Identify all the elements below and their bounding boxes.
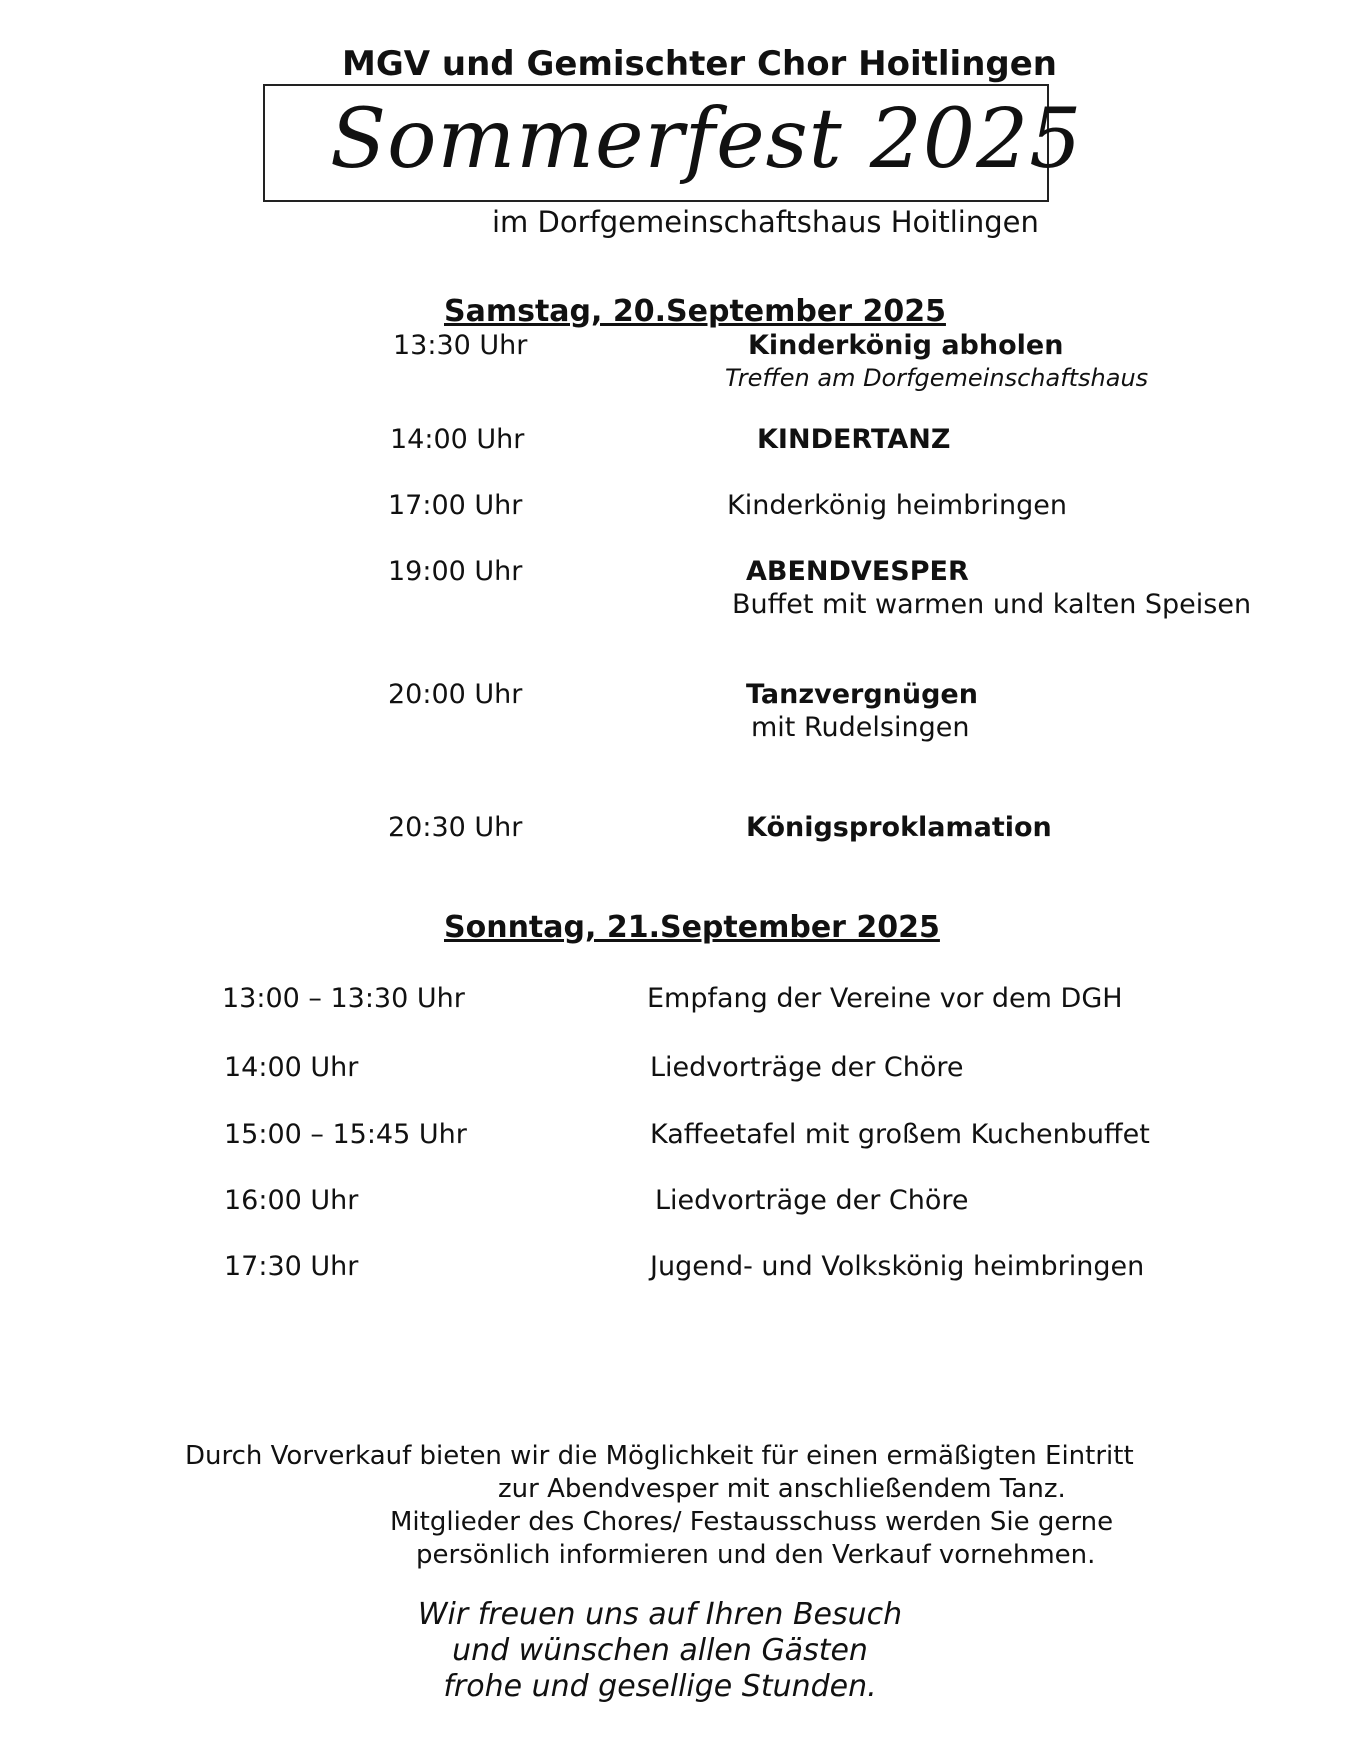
saturday-time-3: 17:00 Uhr	[388, 490, 523, 521]
saturday-event-6: Königsproklamation	[746, 812, 1052, 843]
sunday-time-1: 13:00 – 13:30 Uhr	[222, 983, 465, 1014]
closing-line-3: frohe und gesellige Stunden.	[443, 1669, 877, 1704]
sunday-time-5: 17:30 Uhr	[224, 1251, 359, 1282]
notice-line-1: Durch Vorverkauf bieten wir die Möglichkeit für einen ermäßigten Eintritt	[185, 1441, 1134, 1471]
sunday-event-4: Liedvorträge der Chöre	[655, 1185, 969, 1216]
saturday-event-4: ABENDVESPER	[746, 556, 969, 587]
sunday-event-2: Liedvorträge der Chöre	[650, 1052, 964, 1083]
saturday-event-5: Tanzvergnügen	[746, 679, 978, 710]
notice-line-2: zur Abendvesper mit anschließendem Tanz.	[498, 1474, 1066, 1504]
saturday-event-1: Kinderkönig abholen	[748, 330, 1064, 361]
saturday-event-2: KINDERTANZ	[757, 424, 951, 455]
saturday-time-5: 20:00 Uhr	[388, 679, 523, 710]
sunday-time-2: 14:00 Uhr	[224, 1052, 359, 1083]
saturday-detail-4: Buffet mit warmen und kalten Speisen	[732, 589, 1252, 620]
sunday-event-1: Empfang der Vereine vor dem DGH	[647, 983, 1123, 1014]
event-title: Sommerfest 2025	[330, 92, 1083, 187]
saturday-detail-1: Treffen am Dorfgemeinschaftshaus	[725, 364, 1149, 392]
saturday-time-1: 13:30 Uhr	[393, 330, 528, 361]
saturday-event-3: Kinderkönig heimbringen	[727, 490, 1067, 521]
closing-line-2: und wünschen allen Gästen	[452, 1633, 868, 1668]
saturday-time-2: 14:00 Uhr	[390, 424, 525, 455]
sunday-time-3: 15:00 – 15:45 Uhr	[224, 1119, 467, 1150]
sunday-time-4: 16:00 Uhr	[224, 1185, 359, 1216]
notice-line-4: persönlich informieren und den Verkauf vornehmen.	[416, 1540, 1096, 1570]
venue-line: im Dorfgemeinschaftshaus Hoitlingen	[492, 205, 1039, 239]
saturday-time-4: 19:00 Uhr	[388, 556, 523, 587]
notice-line-3: Mitglieder des Chores/ Festausschuss werden Sie gerne	[390, 1507, 1114, 1537]
sunday-event-3: Kaffeetafel mit großem Kuchenbuffet	[650, 1119, 1150, 1150]
saturday-time-6: 20:30 Uhr	[388, 812, 523, 843]
closing-line-1: Wir freuen uns auf Ihren Besuch	[417, 1597, 903, 1632]
organizer-name: MGV und Gemischter Chor Hoitlingen	[342, 44, 1057, 84]
saturday-heading: Samstag, 20.September 2025	[444, 294, 946, 329]
sunday-heading: Sonntag, 21.September 2025	[444, 910, 940, 945]
sunday-event-5: Jugend- und Volkskönig heimbringen	[650, 1251, 1145, 1282]
saturday-detail-5: mit Rudelsingen	[751, 712, 970, 743]
